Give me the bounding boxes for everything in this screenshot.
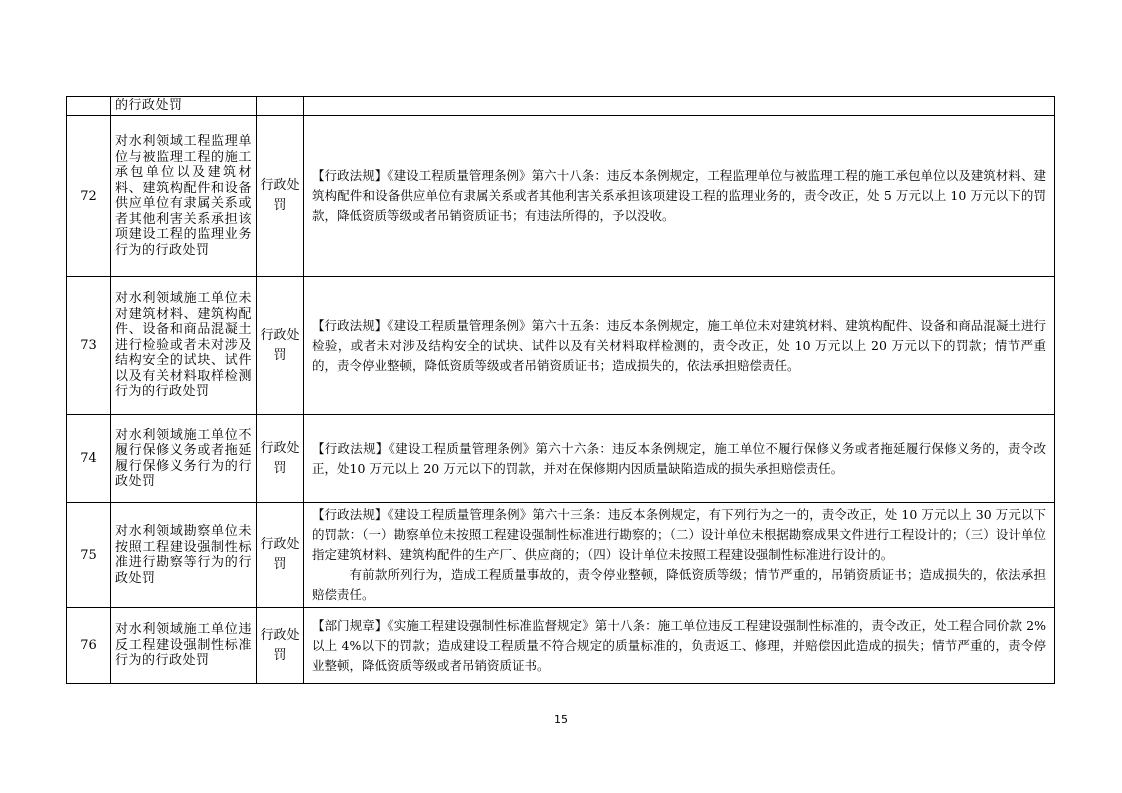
cell-type: 行政处罚 bbox=[257, 116, 304, 277]
cell-legal-basis bbox=[304, 97, 1055, 116]
legal-basis-text: 【行政法规】《建设工程质量管理条例》第六十六条：违反本条例规定，施工单位不履行保修义务或者拖延履行保修义务的，责令改正，处10 万元以上 20 万元以下的罚款，并对在保修期内因质量缺陷造成的损失承担赔偿责任。 bbox=[312, 440, 1046, 476]
cell-type bbox=[257, 97, 304, 116]
legal-basis-text: 【部门规章】《实施工程建设强制性标准监督规定》第十八条：施工单位违反工程建设强制性标准的，责令改正，处工程合同价款 2%以上 4%以下的罚款；造成建设工程质量不符合规定的质量标准的，负责返工、修理，并赔偿因此造成的损失；情节严重的，责令停业整顿，降低资质等级或者吊销资质证书。 bbox=[312, 617, 1046, 673]
cell-number bbox=[67, 97, 111, 116]
cell-number: 72 bbox=[67, 116, 111, 277]
cell-type: 行政处罚 bbox=[257, 503, 304, 608]
cell-number: 73 bbox=[67, 277, 111, 415]
cell-type: 行政处罚 bbox=[257, 608, 304, 684]
cell-legal-basis bbox=[304, 116, 1055, 277]
cell-item-name: 的行政处罚 bbox=[111, 97, 257, 116]
table-row-continuation bbox=[67, 97, 1055, 116]
table-row bbox=[67, 608, 1055, 684]
cell-item-name: 对水利领域勘察单位未按照工程建设强制性标准进行勘察等行为的行政处罚 bbox=[111, 503, 257, 608]
cell-legal-basis bbox=[304, 277, 1055, 415]
cell-item-name: 对水利领域施工单位违反工程建设强制性标准行为的行政处罚 bbox=[111, 608, 257, 684]
legal-basis-text: 【行政法规】《建设工程质量管理条例》第六十三条：违反本条例规定，有下列行为之一的，责令改正，处 10 万元以上 30 万元以下的罚款：（一）勘察单位未按照工程建设强制性标准进行勘察的；（二）设计单位未根据勘察成果文件进行工程设计的；（三）设计单位指定建筑材料、建筑构配件的生产厂、供应商的；（四）设计单位未按照工程建设强制性标准进行设计的。 bbox=[312, 507, 1046, 562]
cell-legal-basis bbox=[304, 503, 1055, 608]
table-row bbox=[67, 116, 1055, 277]
cell-number: 74 bbox=[67, 415, 111, 503]
table-row bbox=[67, 503, 1055, 608]
legal-basis-text: 【行政法规】《建设工程质量管理条例》第六十八条：违反本条例规定，工程监理单位与被监理工程的施工承包单位以及建筑材料、建筑构配件和设备供应单位有隶属关系或者其他利害关系承担该项建设工程的监理业务的，责令改正，处 5 万元以上 10 万元以下的罚款，降低资质等级或者吊销资质证书；有违法所得的，予以没收。 bbox=[312, 168, 1046, 223]
cell-item-name: 对水利领域施工单位未对建筑材料、建筑构配件、设备和商品混凝土进行检验或者未对涉及结构安全的试块、试件以及有关材料取样检测行为的行政处罚 bbox=[111, 277, 257, 415]
cell-type: 行政处罚 bbox=[257, 415, 304, 503]
penalty-table bbox=[66, 96, 1055, 684]
legal-basis-text: 【行政法规】《建设工程质量管理条例》第六十五条：违反本条例规定，施工单位未对建筑材料、建筑构配件、设备和商品混凝土进行检验，或者未对涉及结构安全的试块、试件以及有关材料取样检测的，责令改正，处 10 万元以上 20 万元以下的罚款；情节严重的，责令停业整顿，降低资质等级或者吊销资质证书；造成损失的，依法承担赔偿责任。 bbox=[312, 317, 1046, 373]
legal-basis-text-continued: 有前款所列行为，造成工程质量事故的，责令停业整顿，降低资质等级；情节严重的，吊销资质证书；造成损失的，依法承担赔偿责任。 bbox=[312, 567, 1046, 602]
cell-item-name: 对水利领域工程监理单位与被监理工程的施工承包单位以及建筑材料、建筑构配件和设备供应单位有隶属关系或者其他利害关系承担该项建设工程的监理业务行为的行政处罚 bbox=[111, 116, 257, 277]
table-row bbox=[67, 415, 1055, 503]
cell-item-name: 对水利领域施工单位不履行保修义务或者拖延履行保修义务行为的行政处罚 bbox=[111, 415, 257, 503]
cell-type: 行政处罚 bbox=[257, 277, 304, 415]
page-number: 15 bbox=[554, 713, 568, 726]
cell-number: 76 bbox=[67, 608, 111, 684]
cell-legal-basis bbox=[304, 608, 1055, 684]
cell-number: 75 bbox=[67, 503, 111, 608]
cell-legal-basis bbox=[304, 415, 1055, 503]
table-row bbox=[67, 277, 1055, 415]
